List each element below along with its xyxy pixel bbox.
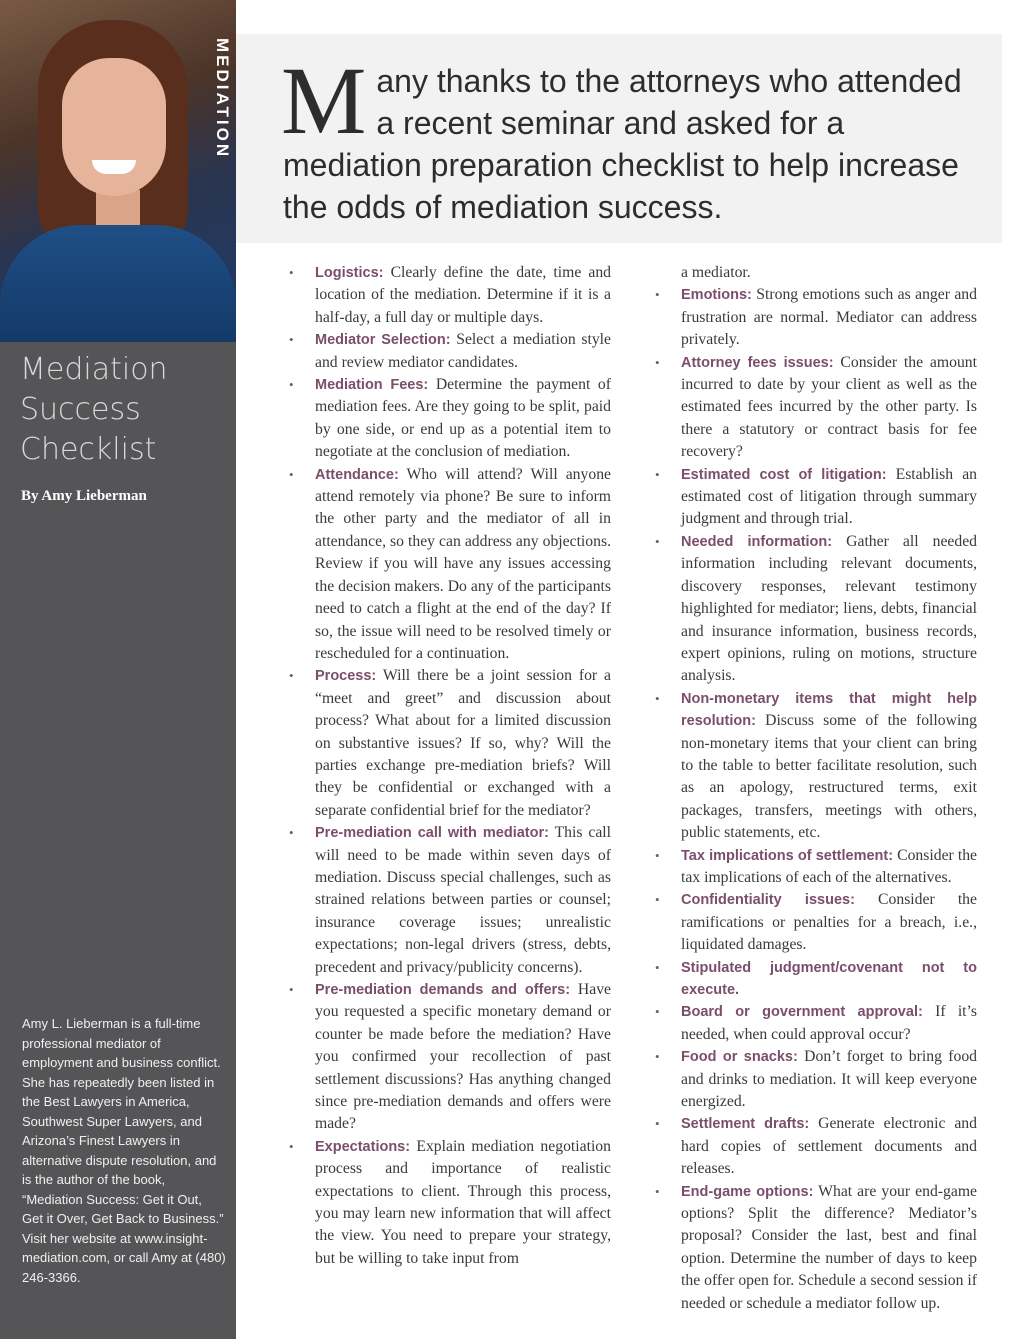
checklist-item-heading: Food or snacks:	[681, 1049, 798, 1066]
checklist-item-heading: End-game options:	[681, 1183, 814, 1200]
checklist-item	[655, 957, 977, 1002]
bullet-icon: •	[289, 668, 294, 684]
checklist-item	[289, 329, 611, 374]
checklist-item-heading: Estimated cost of litigation:	[681, 466, 887, 483]
checklist-item-text: Who will attend? Will anyone attend remotely via phone? Be sure to inform the other party and the mediator of all in attendance, so they can address any objections. Review if you will have any issues accessing the decision makers. Do any of the participants need to catch a flight at the end of the day? If so, the issue will need to be resolved timely or rescheduled for a continuation.	[315, 465, 612, 662]
checklist-item	[655, 464, 977, 531]
article-title-line: Checklist	[20, 432, 157, 467]
checklist-item-heading: Attendance:	[315, 466, 399, 483]
checklist-item-heading: Attorney fees issues:	[681, 354, 834, 371]
section-label-text: MEDIATION	[213, 38, 232, 160]
checklist-item-heading: Logistics:	[315, 265, 384, 281]
checklist-item-heading: Emotions:	[681, 287, 752, 304]
checklist-item	[289, 262, 611, 329]
checklist-item-text: Explain mediation negotiation process and importance of realistic expectations to client. Through this process, you may learn new information that will affect the view. You need to prepare your strategy, but be willing to take input from	[315, 1137, 611, 1267]
bullet-icon: •	[655, 892, 660, 908]
bullet-icon: •	[655, 959, 660, 975]
checklist-item-heading: Pre-mediation demands and offers:	[315, 982, 571, 998]
checklist-item-text: Discuss some of the following non-monetary items that your client can bring to the table to better facilitate resolution, such as an apology, restructured terms, exit packages, transfers, meetings with others, public statements, etc.	[681, 712, 977, 842]
checklist-left	[289, 262, 611, 1270]
checklist-item-heading: Expectations:	[315, 1138, 411, 1155]
checklist-item	[655, 1046, 977, 1113]
section-label	[208, 34, 236, 164]
checklist-item-text: Determine the payment of mediation fees. Are they going to be split, paid by one side, or end up as a potential item to negotiate at the conclusion of mediation.	[315, 376, 611, 461]
checklist-item-text: Establish an estimated cost of litigation through summary judgment and through trial.	[681, 465, 977, 528]
checklist-item-text: Strong emotions such as anger and frustration are normal. Mediator can address privately.	[681, 286, 977, 349]
intro-text: any thanks to the attorneys who attended a recent seminar and asked for a mediation preparation checklist to help increase the odds of mediation success.	[283, 63, 962, 225]
bullet-icon: •	[289, 982, 294, 997]
continued-text: a mediator.	[681, 264, 751, 281]
bullet-icon: •	[289, 332, 294, 348]
checklist-item	[289, 665, 611, 822]
checklist-item-heading: Non-monetary items that might help resolution:	[681, 690, 977, 730]
checklist-item	[655, 889, 977, 956]
checklist-item-text: Clearly define the date, time and location of the mediation. Determine if it is a half-day, a full day or multiple days.	[315, 264, 612, 326]
bullet-icon: •	[655, 1049, 660, 1065]
checklist-item	[289, 464, 611, 666]
checklist-item-text: Gather all needed information including relevant documents, discovery responses, relevant testimony highlighted for mediator; liens, debts, financial and insurance information, business records, expert opinions, ruling on motions, structure analysis.	[681, 532, 978, 685]
drop-cap: M	[281, 47, 367, 154]
checklist-column-right	[655, 262, 977, 1315]
checklist-item-text: If it’s needed, when could approval occur?	[681, 1003, 977, 1043]
checklist-item-heading: Settlement drafts:	[681, 1116, 810, 1133]
author-photo	[0, 0, 236, 342]
bullet-icon: •	[655, 533, 660, 549]
bullet-icon: •	[655, 847, 660, 863]
checklist-right	[655, 284, 977, 1315]
bullet-icon: •	[289, 1138, 294, 1154]
bullet-icon: •	[655, 287, 660, 303]
bullet-icon: •	[655, 1183, 660, 1199]
intro-band	[236, 34, 1002, 243]
bullet-icon: •	[655, 690, 660, 706]
checklist-item-heading: Board or government approval:	[681, 1004, 923, 1021]
checklist-item-heading: Process:	[315, 668, 377, 685]
checklist-item-heading: Needed information:	[681, 533, 833, 550]
article-title	[20, 350, 220, 470]
photo-shirt	[0, 225, 236, 342]
checklist-item-text: Generate electronic and hard copies of settlement documents and releases.	[681, 1115, 977, 1178]
checklist-item	[655, 845, 977, 890]
checklist-item-heading: Confidentiality issues:	[681, 892, 855, 909]
checklist-item-heading: Tax implications of settlement:	[681, 847, 894, 864]
intro-paragraph	[281, 47, 983, 228]
checklist-item-text: Consider the tax implications of each of the alternatives.	[681, 846, 977, 886]
checklist-item	[655, 1181, 977, 1315]
checklist-item	[655, 1113, 977, 1180]
checklist-item-text: Have you requested a specific monetary demand or counter be made before the mediation? Have you confirmed your recollection of past settlement discussions? Has anything changed since pre-mediation demands and offers were made?	[315, 981, 612, 1133]
bullet-icon: •	[655, 1116, 660, 1132]
checklist-item-heading: Mediation Fees:	[315, 377, 429, 394]
article-title-line: Mediation	[20, 352, 168, 387]
bullet-icon: •	[655, 354, 660, 370]
checklist-item-text: This call will need to be made within seven days of mediation. Discuss special challenges, such as strained relations between parties or counsel; insurance coverage issues; unrealistic expectations; non-legal drivers (stress, debts, precedent and privacy/publicity concerns).	[315, 824, 612, 976]
byline: By Amy Lieberman	[21, 488, 147, 504]
bullet-icon: •	[289, 377, 294, 393]
bullet-icon: •	[289, 265, 294, 280]
checklist-item-text: Consider the amount incurred to date by your client as well as the estimated fees incurred by the other party. Is there a statutory or contract basis for fee recovery?	[681, 353, 977, 461]
checklist-item	[655, 352, 977, 464]
checklist-item-text: What are your end-game options? Split the difference? Mediator’s proposal? Consider the last, best and final option. Determine the number of days to keep the offer open for. Schedule a second session if needed or schedule a mediator follow up.	[681, 1182, 977, 1312]
checklist-item-heading: Stipulated judgment/covenant not to execute.	[681, 959, 977, 998]
checklist-item-text: Don’t forget to bring food and drinks to mediation. It will keep everyone energized.	[681, 1048, 978, 1111]
photo-face	[62, 58, 166, 196]
author-bio: Amy L. Lieberman is a full-time professional mediator of employment and business conflict. She has repeatedly been listed in the Best Lawyers in America, Southwest Super Lawyers, and Arizona’s Finest Lawyers in alternative dispute resolution, and is the author of the book, “Mediation Success: Get it Out, Get it Over, Get Back to Business.” Visit her website at www.insight-mediation.com, or call Amy at (480) 246-3366.	[22, 1016, 226, 1285]
checklist-item	[655, 688, 977, 845]
checklist-item	[289, 822, 611, 979]
checklist-item	[655, 531, 977, 688]
bullet-icon: •	[289, 466, 294, 482]
article-title-line: Success	[20, 392, 141, 427]
bullet-icon: •	[655, 1004, 660, 1020]
checklist-item	[655, 1001, 977, 1046]
sidebar	[0, 0, 236, 1339]
checklist-item-text: Consider the ramifications or penalties for a breach, i.e., liquidated damages.	[681, 891, 977, 954]
checklist-item	[655, 284, 977, 351]
bullet-icon: •	[289, 825, 294, 841]
checklist-item-text: Will there be a joint session for a “meet and greet” and discussion about process? What about for a limited discussion on substantive issues? If so, why? Will the parties exchange pre-mediation briefs? Will they be confidential or exchanged with a separate confidential brief for the mediator?	[315, 667, 612, 819]
checklist-item-heading: Mediator Selection:	[315, 332, 451, 349]
checklist-item-text: Select a mediation style and review mediator candidates.	[315, 331, 611, 371]
checklist-item	[289, 374, 611, 464]
checklist-item	[289, 1136, 611, 1270]
checklist-item-heading: Pre-mediation call with mediator:	[315, 825, 549, 842]
bullet-icon: •	[655, 466, 660, 482]
checklist-item	[289, 979, 611, 1136]
checklist-column-left	[289, 262, 611, 1270]
